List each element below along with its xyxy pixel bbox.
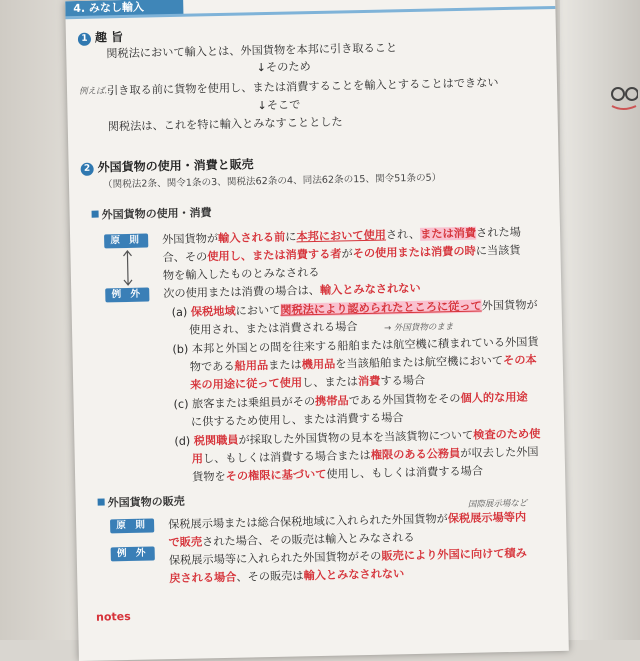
item-marker: (d) [174,434,191,449]
textbook-page [65,0,569,661]
text: が採取した外国貨物の見本を当該貨物について [238,428,474,447]
section-1-badge: 1 [78,33,91,46]
use-principle-line-3: 物を輸入したものとみなされる [162,265,320,283]
key-term: 消費 [357,374,381,389]
law-references: （関税法2条、関令1条の3、関税法62条の4、同法62条の15、関令51条の5） [102,172,442,191]
section-2-heading [80,157,253,176]
exception-d-line-2 [192,445,539,466]
purpose-arrow-1: ↓そのため [256,60,311,75]
key-term: で販売 [168,535,203,550]
section-1-heading [78,30,123,46]
key-term: その権限に基づいて [225,467,327,483]
key-term: 使用し、または消費する者 [207,247,342,264]
subsection-sale-title: 外国貨物の販売 [107,494,185,510]
text: において [235,303,281,318]
purpose-line-2: 引き取る前に貨物を使用し、または消費することを輸入とすることはできない [106,76,499,98]
square-bullet-icon [98,498,105,505]
exception-b-line-2 [190,353,537,374]
purpose-line-1: 関税法において輸入とは、外国貨物を本邦に引き取ること [106,41,398,61]
key-term: 検査のため使 [473,427,541,442]
text: である外国貨物をその [348,392,461,408]
sale-principle-line-1 [168,511,526,532]
key-term: 権限のある公務員 [370,447,461,462]
exception-b-line-3 [190,374,425,393]
purpose-line-3: 関税法は、これを特に輸入とみなすこととした [107,115,343,134]
text: された場合、その販売は輸入とみなされる [201,531,415,549]
sale-principle-line-2 [168,531,414,550]
subsection-use-title: 外国貨物の使用・消費 [101,206,212,222]
subsection-sale-heading [98,495,185,511]
key-term: 輸入とみなされない [303,567,405,583]
use-exception-intro [163,282,421,301]
key-term: その本 [502,353,537,368]
sale-gensoku-label: 原 則 [110,518,154,533]
section-2-badge: 2 [81,163,94,176]
text: または [268,358,302,373]
reigai-label: 例 外 [105,288,149,303]
key-term: 販売により外国に向けて積み [381,546,527,563]
key-term: 携帯品 [314,394,349,409]
text: に当該貨 [475,243,521,258]
key-term: 用 [191,452,204,466]
item-marker: (c) [173,397,189,412]
handwritten-note: → 外国貨物のまま [383,322,454,334]
key-term: 関税法により認められたところに従って [280,299,482,317]
key-term: または消費 [420,226,477,241]
key-term: 機用品 [301,357,336,372]
exception-c-line-2: に供するため使用し、または消費する場合 [190,411,404,429]
key-term: 個人的な用途 [460,390,528,406]
text: 次の使用または消費の場合は、 [163,283,321,301]
key-term: 輸入される前 [217,230,286,246]
key-term: 戻される場合 [169,570,237,586]
section-1-title: 趣 旨 [94,29,124,45]
exception-c-line-1 [173,391,527,412]
section-2-title: 外国貨物の使用・消費と販売 [97,157,254,175]
item-marker: (a) [171,305,188,320]
character-illustration-icon [608,80,638,114]
background-right [560,0,640,640]
text: 合、その [162,250,208,265]
text: 物である [189,359,235,374]
subsection-use-heading [91,206,211,223]
text: に [285,230,297,244]
sale-reigai-label: 例 外 [111,546,155,561]
use-principle-line-2 [162,244,520,265]
text: する場合 [380,373,426,388]
text: 保税展示場または総合保税地域に入れられた外国貨物が [167,512,448,532]
key-term: 来の用途に従って使用 [190,376,303,392]
text: が [341,247,353,261]
text: 、その販売は [236,569,304,584]
text: 外国貨物が [481,298,538,313]
exception-d-line-3 [192,465,483,485]
square-bullet-icon [92,211,99,218]
text: 貨物を [192,469,226,484]
section-header: 4. みなし輸入 [65,0,183,17]
key-term: 保税展示場等内 [447,510,527,526]
double-arrow-icon [122,250,133,286]
text: 旅客または乗組員がその [191,395,316,411]
text: 本邦と外国との間を往来する船舶または航空機に積まれている外国貨 [191,335,539,356]
notes-label: notes [95,609,131,624]
handwritten-note: 国際展示場など [467,498,528,510]
key-term: 保税地域 [190,304,236,319]
item-marker: (b) [172,342,189,357]
key-term: その使用または消費の時 [352,244,476,261]
text: 外国貨物が [162,232,219,247]
text: し、または [301,375,359,390]
key-term: 税関職員 [193,433,239,448]
sale-exception-line-2 [169,567,404,586]
text: が収去した外国 [460,445,539,461]
purpose-arrow-2: ↓そこで [257,98,301,113]
gensoku-label: 原 則 [104,234,148,249]
key-term: 本邦において使用 [296,228,387,244]
sale-exception-line-1 [169,547,527,568]
text: を当該船舶または航空機において [335,354,504,371]
text: し、もしくは消費する場合または [202,448,371,466]
handwritten-note: 例えば… [78,86,114,97]
text: され、 [385,227,421,242]
exception-a-line-1 [172,298,538,320]
text: された場 [475,225,521,240]
exception-a-line-2: 使用され、または消費される場合 [188,320,358,337]
text: 使用し、もしくは消費する場合 [326,464,484,481]
text: 保税展示場等に入れられた外国貨物がその [168,549,382,568]
key-term: 輸入とみなされない [319,281,421,297]
key-term: 船用品 [234,359,269,373]
